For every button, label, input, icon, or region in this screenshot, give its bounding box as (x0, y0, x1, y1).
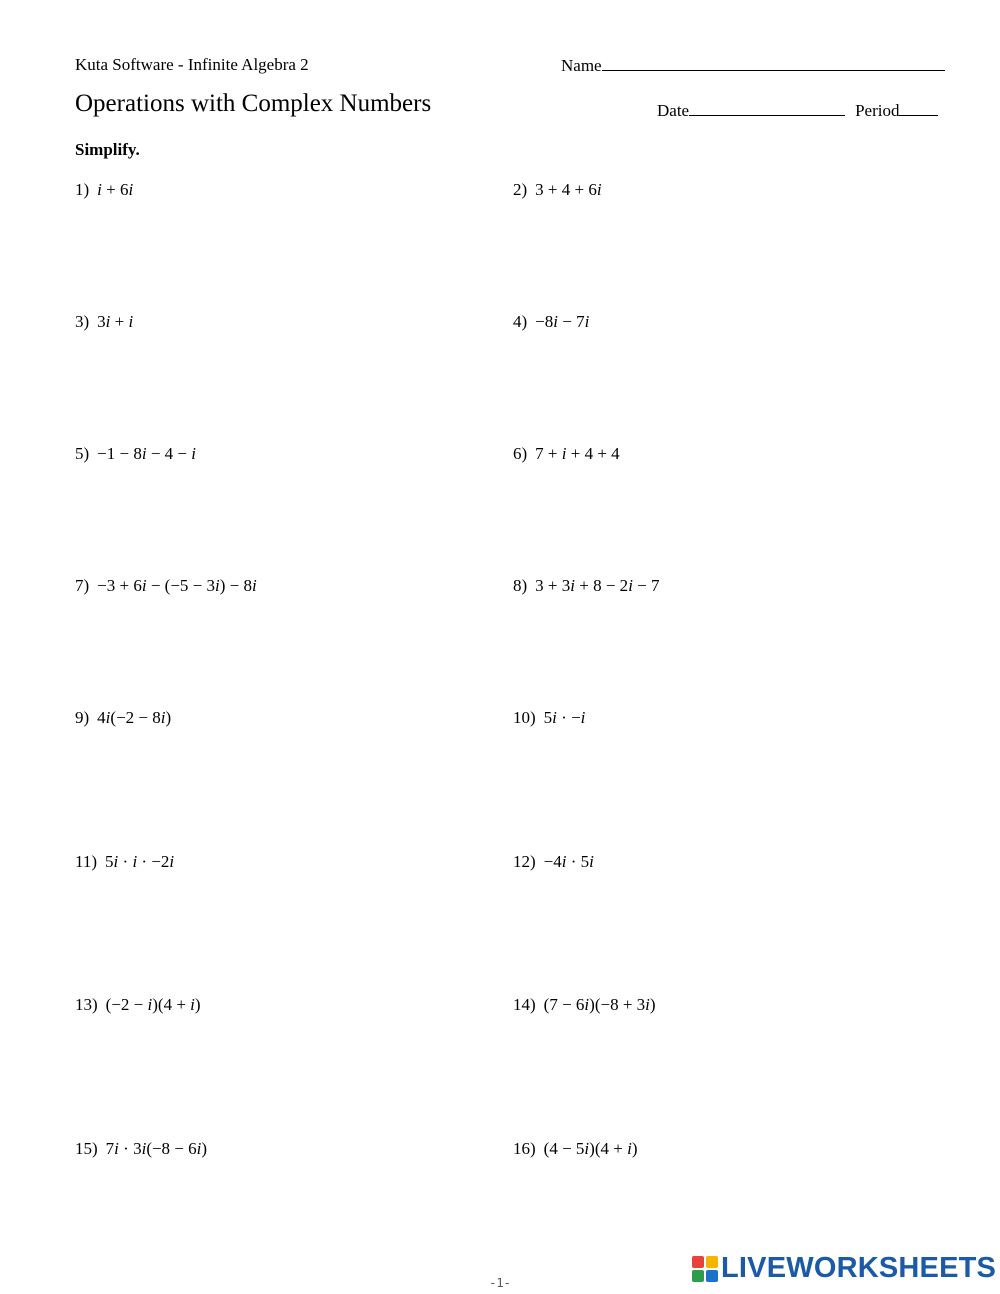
problem-number: 9) (75, 708, 90, 727)
instructions: Simplify. (75, 140, 140, 159)
problem-expression: 5i · i · −2i (105, 852, 175, 871)
problem-expression: 7 + i + 4 + 4 (535, 444, 620, 463)
period-label: Period (855, 101, 900, 120)
problem-number: 5) (75, 444, 90, 463)
problem-expression: (4 − 5i)(4 + i) (543, 1139, 638, 1158)
problem-number: 6) (513, 444, 528, 463)
problem-item (513, 995, 656, 1015)
problem-number: 8) (513, 576, 528, 595)
liveworksheets-logo-icon (692, 1256, 718, 1282)
problem-expression: 7i · 3i(−8 − 6i) (105, 1139, 208, 1158)
liveworksheets-brand[interactable] (692, 1254, 996, 1283)
problem-expression: −3 + 6i − (−5 − 3i) − 8i (97, 576, 257, 595)
problem-item (75, 312, 133, 332)
problem-item (513, 1139, 637, 1159)
problem-item (513, 180, 602, 200)
problem-number: 13) (75, 995, 98, 1014)
name-blank[interactable] (602, 55, 945, 71)
date-period-fields (657, 100, 938, 121)
problem-number: 11) (75, 852, 98, 871)
page-title: Operations with Complex Numbers (75, 90, 432, 117)
problem-item (513, 576, 660, 596)
logo-tile (706, 1270, 718, 1282)
problem-item (75, 1139, 207, 1159)
problem-expression: −8i − 7i (535, 312, 590, 331)
problem-expression: (−2 − i)(4 + i) (105, 995, 201, 1014)
problem-number: 3) (75, 312, 90, 331)
publisher-line: Kuta Software - Infinite Algebra 2 (75, 55, 309, 74)
logo-tile (692, 1270, 704, 1282)
problem-item (75, 444, 196, 464)
problem-number: 14) (513, 995, 536, 1014)
problem-number: 4) (513, 312, 528, 331)
problem-item (75, 576, 257, 596)
problem-expression: i + 6i (97, 180, 134, 199)
problem-item (513, 312, 589, 332)
problem-expression: 4i(−2 − 8i) (97, 708, 172, 727)
logo-tile (706, 1256, 718, 1268)
problem-number: 2) (513, 180, 528, 199)
problem-number: 7) (75, 576, 90, 595)
name-field[interactable] (561, 55, 945, 76)
problem-item (513, 708, 585, 728)
period-blank[interactable] (899, 100, 938, 116)
problem-number: 1) (75, 180, 90, 199)
problem-expression: 3i + i (97, 312, 134, 331)
problem-expression: 3 + 4 + 6i (535, 180, 602, 199)
name-label: Name (561, 56, 602, 75)
problem-item (75, 180, 133, 200)
problem-number: 15) (75, 1139, 98, 1158)
problem-expression: −1 − 8i − 4 − i (97, 444, 197, 463)
problem-item (75, 995, 201, 1015)
problem-expression: 3 + 3i + 8 − 2i − 7 (535, 576, 660, 595)
logo-tile (692, 1256, 704, 1268)
problem-item (75, 708, 171, 728)
problem-item (75, 852, 174, 872)
problem-expression: 5i · −i (543, 708, 586, 727)
problem-item (513, 444, 620, 464)
date-blank[interactable] (689, 100, 845, 116)
problem-number: 10) (513, 708, 536, 727)
problem-number: 12) (513, 852, 536, 871)
page-number: -1- (489, 1276, 511, 1290)
problem-item (513, 852, 594, 872)
date-label: Date (657, 101, 690, 120)
problem-number: 16) (513, 1139, 536, 1158)
brand-wordmark: LIVEWORKSHEETS (721, 1252, 997, 1284)
problem-expression: −4i · 5i (543, 852, 594, 871)
problem-expression: (7 − 6i)(−8 + 3i) (543, 995, 656, 1014)
